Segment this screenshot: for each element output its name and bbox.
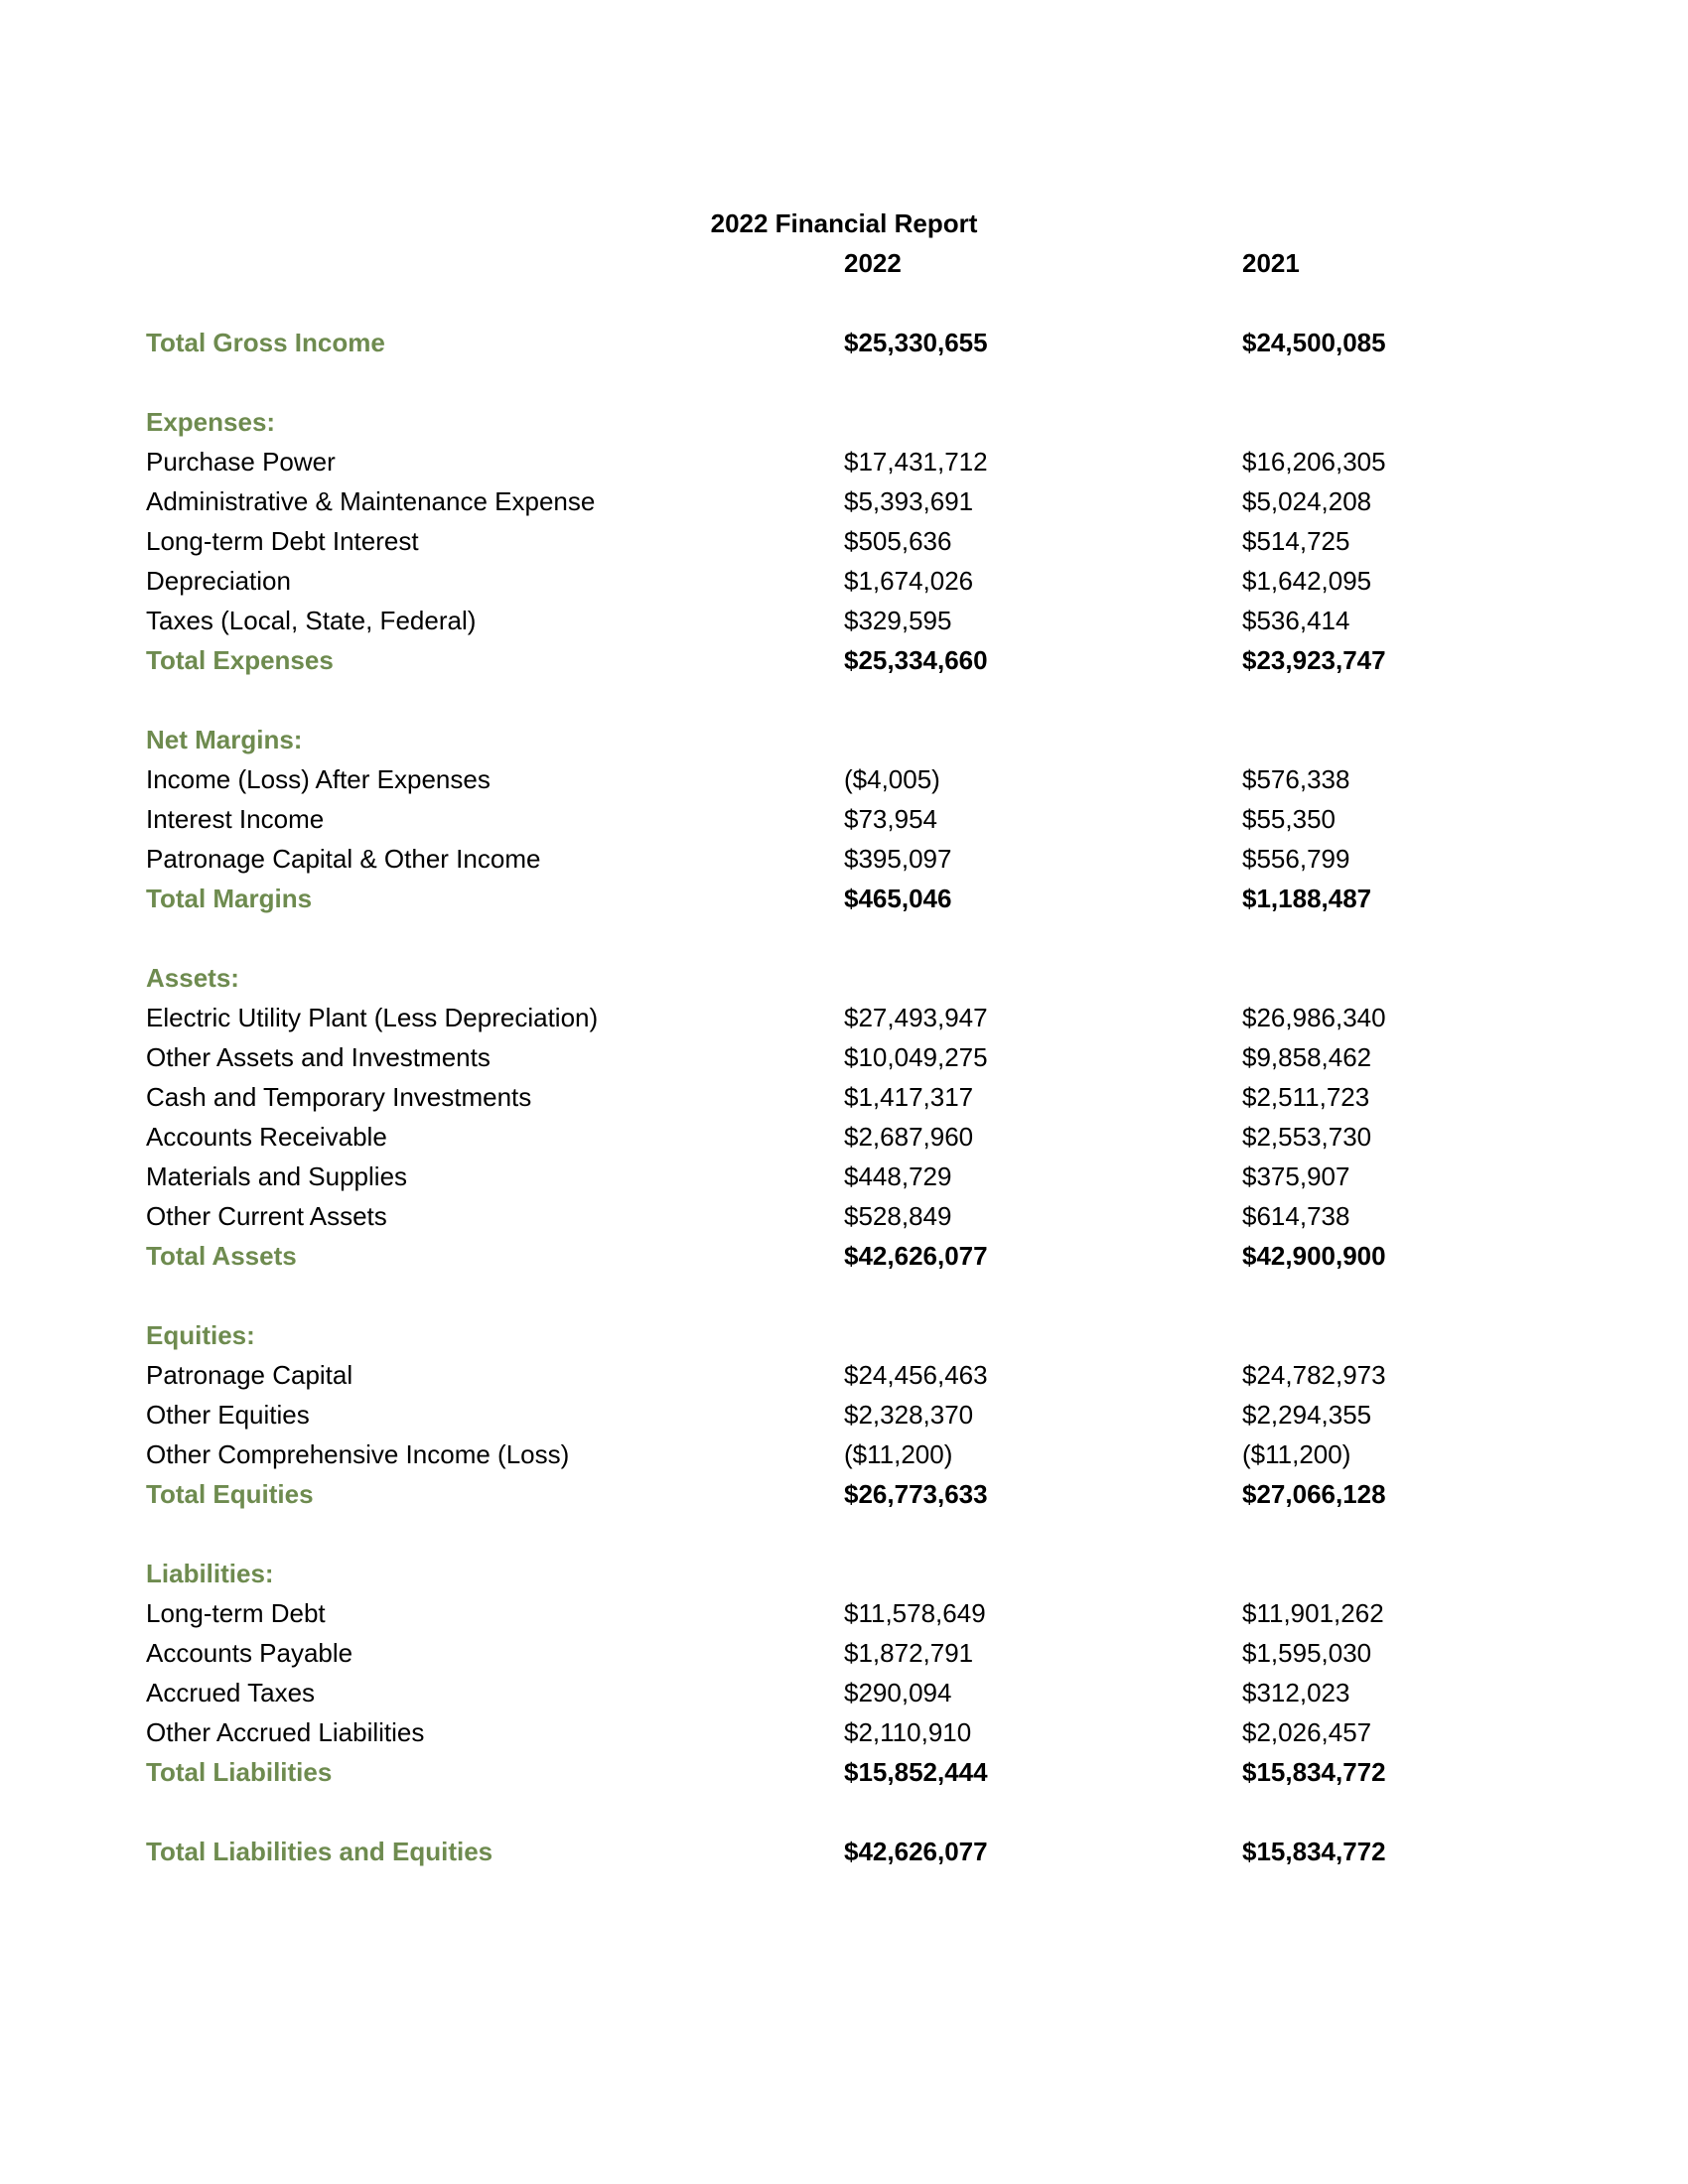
row-label: Other Comprehensive Income (Loss) xyxy=(146,1439,570,1469)
row-value-2021: $5,024,208 xyxy=(1242,486,1372,516)
report-row xyxy=(146,879,1542,918)
row-value-2021: $1,642,095 xyxy=(1242,566,1372,596)
report-section xyxy=(146,323,1542,362)
row-label: Long-term Debt xyxy=(146,1598,326,1628)
row-value-2022: $17,431,712 xyxy=(844,447,988,477)
row-value-2022: $395,097 xyxy=(844,844,952,874)
report-row xyxy=(146,1236,1542,1276)
report-row xyxy=(146,1474,1542,1514)
report-row xyxy=(146,1554,1542,1593)
report-row xyxy=(146,720,1542,759)
row-value-2021: $614,738 xyxy=(1242,1201,1350,1231)
row-value-2021: $375,907 xyxy=(1242,1161,1350,1191)
row-value-2022: $2,328,370 xyxy=(844,1400,974,1430)
row-value-2021: $514,725 xyxy=(1242,526,1350,556)
row-value-2022: $1,872,791 xyxy=(844,1638,974,1668)
report-row xyxy=(146,1712,1542,1752)
row-label: Expenses: xyxy=(146,407,276,437)
row-value-2021: $24,782,973 xyxy=(1242,1360,1386,1390)
report-row xyxy=(146,442,1542,481)
report-row xyxy=(146,1037,1542,1077)
row-value-2022: $290,094 xyxy=(844,1678,952,1707)
row-value-2021: $15,834,772 xyxy=(1242,1757,1386,1787)
section-gap xyxy=(146,1276,1542,1315)
report-row xyxy=(146,1434,1542,1474)
row-value-2021: $1,188,487 xyxy=(1242,884,1372,913)
row-label: Equities: xyxy=(146,1320,255,1350)
row-value-2021: $556,799 xyxy=(1242,844,1350,874)
row-label: Depreciation xyxy=(146,566,291,596)
report-title: 2022 Financial Report xyxy=(710,208,978,238)
section-gap xyxy=(146,1514,1542,1554)
report-row xyxy=(146,402,1542,442)
row-label: Total Gross Income xyxy=(146,328,385,357)
row-label: Other Equities xyxy=(146,1400,310,1430)
row-value-2021: $23,923,747 xyxy=(1242,645,1386,675)
report-row xyxy=(146,1593,1542,1633)
report-row xyxy=(146,998,1542,1037)
row-value-2022: $42,626,077 xyxy=(844,1837,988,1866)
report-row xyxy=(146,1832,1542,1871)
section-gap xyxy=(146,1792,1542,1832)
row-value-2021: $2,026,457 xyxy=(1242,1717,1372,1747)
report-row xyxy=(146,1355,1542,1395)
row-label: Patronage Capital & Other Income xyxy=(146,844,541,874)
row-label: Administrative & Maintenance Expense xyxy=(146,486,596,516)
row-label: Long-term Debt Interest xyxy=(146,526,419,556)
report-content xyxy=(146,204,1542,1871)
row-value-2021: $2,294,355 xyxy=(1242,1400,1372,1430)
row-value-2021: $15,834,772 xyxy=(1242,1837,1386,1866)
row-value-2022: $25,330,655 xyxy=(844,328,988,357)
row-label: Total Liabilities and Equities xyxy=(146,1837,493,1866)
row-value-2022: $26,773,633 xyxy=(844,1479,988,1509)
row-value-2022: $1,674,026 xyxy=(844,566,974,596)
column-header-2021: 2021 xyxy=(1242,248,1300,278)
row-value-2022: $2,110,910 xyxy=(844,1717,972,1747)
row-value-2022: $24,456,463 xyxy=(844,1360,988,1390)
row-label: Net Margins: xyxy=(146,725,303,754)
row-label: Other Current Assets xyxy=(146,1201,387,1231)
row-value-2021: ($11,200) xyxy=(1242,1439,1351,1469)
row-value-2021: $312,023 xyxy=(1242,1678,1350,1707)
row-value-2022: $465,046 xyxy=(844,884,952,913)
row-label: Total Equities xyxy=(146,1479,314,1509)
row-value-2022: $2,687,960 xyxy=(844,1122,974,1152)
report-row xyxy=(146,1633,1542,1673)
row-value-2022: $15,852,444 xyxy=(844,1757,988,1787)
report-row xyxy=(146,521,1542,561)
row-label: Income (Loss) After Expenses xyxy=(146,764,491,794)
row-value-2022: $329,595 xyxy=(844,606,952,635)
row-value-2022: $505,636 xyxy=(844,526,952,556)
row-value-2022: ($11,200) xyxy=(844,1439,953,1469)
report-section xyxy=(146,958,1542,1276)
row-value-2021: $9,858,462 xyxy=(1242,1042,1372,1072)
report-row xyxy=(146,1315,1542,1355)
row-value-2022: $27,493,947 xyxy=(844,1003,988,1032)
row-value-2022: $1,417,317 xyxy=(844,1082,974,1112)
row-value-2021: $1,595,030 xyxy=(1242,1638,1372,1668)
row-label: Accounts Receivable xyxy=(146,1122,387,1152)
row-value-2021: $26,986,340 xyxy=(1242,1003,1386,1032)
report-section xyxy=(146,402,1542,680)
row-label: Accrued Taxes xyxy=(146,1678,316,1707)
report-row xyxy=(146,561,1542,601)
row-value-2022: ($4,005) xyxy=(844,764,940,794)
report-row xyxy=(146,640,1542,680)
row-value-2021: $576,338 xyxy=(1242,764,1350,794)
report-row xyxy=(146,1395,1542,1434)
section-gap xyxy=(146,362,1542,402)
row-label: Other Assets and Investments xyxy=(146,1042,491,1072)
report-section xyxy=(146,720,1542,918)
row-label: Total Margins xyxy=(146,884,313,913)
row-label: Total Assets xyxy=(146,1241,297,1271)
row-label: Liabilities: xyxy=(146,1559,274,1588)
row-label: Other Accrued Liabilities xyxy=(146,1717,425,1747)
report-row xyxy=(146,1673,1542,1712)
row-value-2022: $528,849 xyxy=(844,1201,952,1231)
row-value-2022: $10,049,275 xyxy=(844,1042,988,1072)
row-value-2021: $2,511,723 xyxy=(1242,1082,1370,1112)
row-value-2022: $73,954 xyxy=(844,804,937,834)
report-row xyxy=(146,601,1542,640)
report-row xyxy=(146,481,1542,521)
row-label: Accounts Payable xyxy=(146,1638,353,1668)
row-value-2021: $27,066,128 xyxy=(1242,1479,1386,1509)
row-value-2021: $11,901,262 xyxy=(1242,1598,1384,1628)
row-value-2021: $55,350 xyxy=(1242,804,1336,834)
row-label: Total Expenses xyxy=(146,645,334,675)
column-header-2022: 2022 xyxy=(844,248,902,278)
column-header-spacer xyxy=(146,243,844,283)
row-value-2022: $5,393,691 xyxy=(844,486,974,516)
report-row xyxy=(146,759,1542,799)
section-gap xyxy=(146,918,1542,958)
row-label: Materials and Supplies xyxy=(146,1161,408,1191)
report-row xyxy=(146,799,1542,839)
report-row xyxy=(146,1077,1542,1117)
row-label: Purchase Power xyxy=(146,447,336,477)
row-label: Assets: xyxy=(146,963,239,993)
row-label: Patronage Capital xyxy=(146,1360,353,1390)
row-label: Interest Income xyxy=(146,804,325,834)
row-value-2021: $24,500,085 xyxy=(1242,328,1386,357)
report-row xyxy=(146,1196,1542,1236)
report-body xyxy=(146,283,1542,1871)
report-row xyxy=(146,1752,1542,1792)
section-gap xyxy=(146,283,1542,323)
row-label: Taxes (Local, State, Federal) xyxy=(146,606,477,635)
report-section xyxy=(146,1554,1542,1792)
report-section xyxy=(146,1832,1542,1871)
row-value-2021: $536,414 xyxy=(1242,606,1350,635)
report-row xyxy=(146,839,1542,879)
report-row xyxy=(146,1157,1542,1196)
row-value-2022: $448,729 xyxy=(844,1161,952,1191)
row-label: Electric Utility Plant (Less Depreciation) xyxy=(146,1003,599,1032)
row-label: Total Liabilities xyxy=(146,1757,333,1787)
column-header-row xyxy=(146,243,1542,283)
row-value-2022: $25,334,660 xyxy=(844,645,988,675)
report-row xyxy=(146,1117,1542,1157)
report-row xyxy=(146,323,1542,362)
row-value-2022: $11,578,649 xyxy=(844,1598,986,1628)
row-value-2021: $42,900,900 xyxy=(1242,1241,1386,1271)
report-section xyxy=(146,1315,1542,1514)
row-value-2022: $42,626,077 xyxy=(844,1241,988,1271)
row-value-2021: $2,553,730 xyxy=(1242,1122,1372,1152)
row-label: Cash and Temporary Investments xyxy=(146,1082,532,1112)
section-gap xyxy=(146,680,1542,720)
row-value-2021: $16,206,305 xyxy=(1242,447,1386,477)
report-row xyxy=(146,958,1542,998)
